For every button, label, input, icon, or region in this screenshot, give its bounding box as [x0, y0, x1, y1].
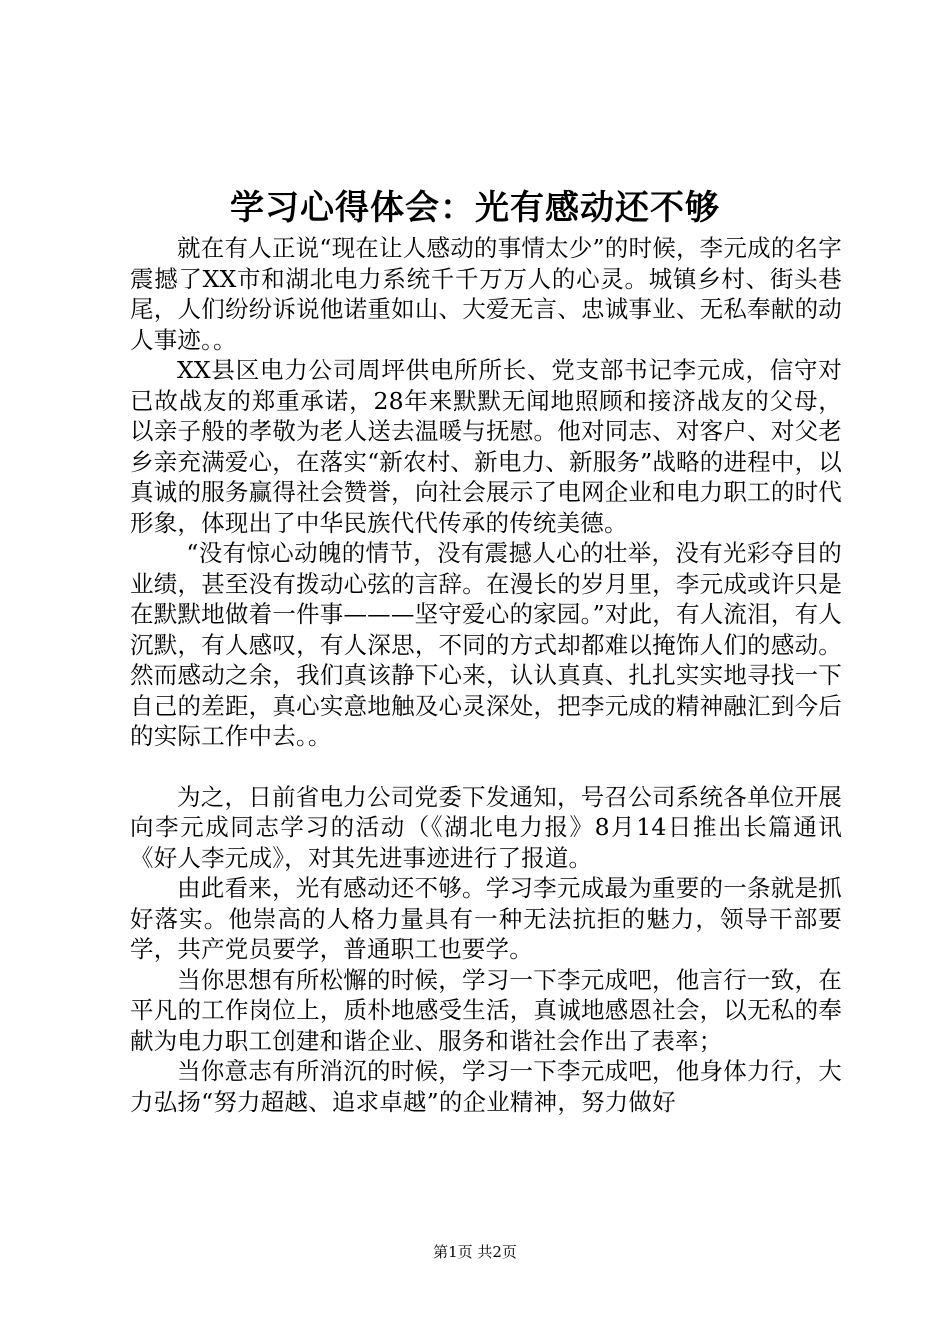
article-body: [130, 233, 842, 1117]
paragraph-6: 当你思想有所松懈的时候，学习一下李元成吧，他言行一致，在平凡的工作岗位上，质朴地感受生活，真诚地感恩社会，以无私的奉献为电力职工创建和谐企业、服务和谐社会作出了表率；: [130, 965, 842, 1055]
page-footer: 第1页 共2页: [433, 1243, 517, 1261]
paragraph-gap: [130, 752, 842, 782]
paragraph-2: XX县区电力公司周坪供电所所长、党支部书记李元成，信守对已故战友的郑重承诺，28年来默默无闻地照顾和接济战友的父母，以亲子般的孝敬为老人送去温暖与抚慰。他对同志、对客户、对父老乡亲充满爱心，在落实“新农村、新电力、新服务”战略的进程中，以真诚的服务赢得社会赞誉，向社会展示了电网企业和电力职工的时代形象，体现出了中华民族代代传承的传统美德。: [130, 356, 842, 537]
paragraph-4: 为之，日前省电力公司党委下发通知，号召公司系统各单位开展向李元成同志学习的活动（《湖北电力报》8月14日推出长篇通讯《好人李元成》，对其先进事迹进行了报道。: [130, 782, 842, 872]
paragraph-1: 就在有人正说“现在让人感动的事情太少”的时候，李元成的名字震撼了XX市和湖北电力系统千千万万人的心灵。城镇乡村、街头巷尾，人们纷纷诉说他诺重如山、大爱无言、忠诚事业、无私奉献的动人事迹。。: [130, 234, 842, 354]
paragraph-5: 由此看来，光有感动还不够。学习李元成最为重要的一条就是抓好落实。他崇高的人格力量具有一种无法抗拒的魅力，领导干部要学，共产党员要学，普通职工也要学。: [130, 874, 842, 963]
paragraph-7: 当你意志有所消沉的时候，学习一下李元成吧，他身体力行，大力弘扬“努力超越、追求卓越”的企业精神，努力做好: [130, 1057, 842, 1116]
paragraph-3: “没有惊心动魄的情节，没有震撼人心的壮举，没有光彩夺目的业绩，甚至没有拨动心弦的言辞。在漫长的岁月里，李元成或许只是在默默地做着一件事———坚守爱心的家园。”对此，有人流泪，有人沉默，有人感叹，有人深思，不同的方式却都难以掩饰人们的感动。然而感动之余，我们真该静下心来，认认真真、扎扎实实地寻找一下自己的差距，真心实意地触及心灵深处，把李元成的精神融汇到今后的实际工作中去。。: [130, 539, 842, 750]
page-title: 学习心得体会：光有感动还不够: [230, 188, 720, 228]
